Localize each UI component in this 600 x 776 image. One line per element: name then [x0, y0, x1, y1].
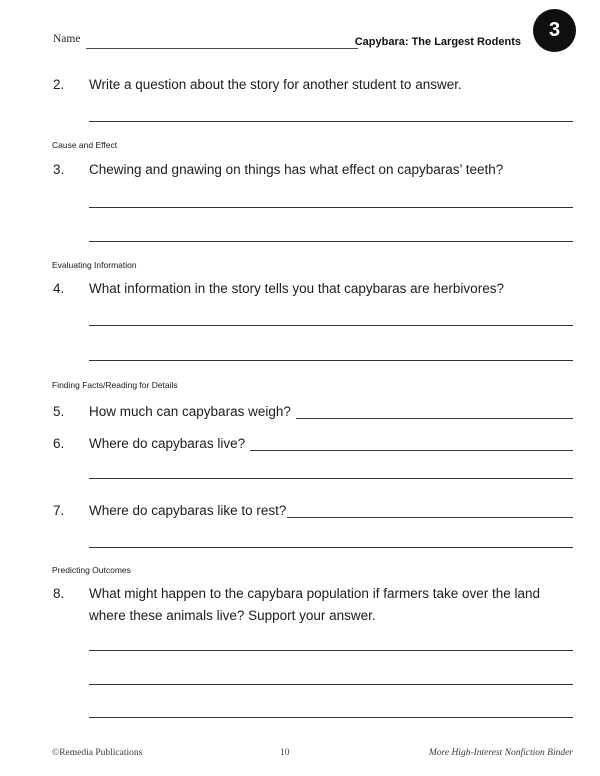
answer-line-inline [296, 403, 573, 419]
question-number: 2. [53, 77, 65, 92]
question-3 [53, 161, 573, 178]
question-number: 4. [53, 281, 65, 296]
name-blank-line [86, 48, 358, 49]
question-number: 5. [53, 404, 65, 419]
question-number: 8. [53, 586, 65, 601]
answer-line [89, 684, 573, 685]
page-number: 10 [280, 748, 290, 758]
question-6 [53, 435, 573, 452]
question-text: Write a question about the story for another student to answer. [89, 77, 462, 92]
question-number: 3. [53, 162, 65, 177]
question-text: Where do capybaras live? [89, 436, 246, 451]
question-8 [53, 583, 573, 627]
question-text: What information in the story tells you that capybaras are herbivores? [89, 281, 504, 296]
page-footer [52, 748, 573, 758]
answer-line [89, 207, 573, 208]
question-text: Chewing and gnawing on things has what effect on capybaras’ teeth? [89, 162, 504, 177]
skill-label-cause-and-effect: Cause and Effect [52, 140, 118, 150]
question-text: Where do capybaras like to rest? [89, 503, 287, 518]
answer-line [89, 121, 573, 122]
skill-label-predicting-outcomes: Predicting Outcomes [52, 565, 131, 575]
answer-line-inline [287, 502, 573, 518]
answer-line [89, 478, 573, 479]
name-label: Name [53, 33, 81, 45]
answer-line [89, 650, 573, 651]
question-5 [53, 403, 573, 420]
question-text: How much can capybaras weigh? [89, 404, 291, 419]
question-number: 7. [53, 503, 65, 518]
badge-number: 3 [548, 19, 561, 41]
worksheet-title: Capybara: The Largest Rodents [354, 36, 521, 48]
question-2 [53, 76, 573, 93]
answer-line [89, 325, 573, 326]
answer-line-inline [250, 435, 573, 451]
answer-line [89, 241, 573, 242]
series-title: More High-Interest Nonfiction Binder [428, 748, 573, 758]
question-text: What might happen to the capybara population if farmers take over the land where these animals live? Support your answer. [89, 586, 541, 623]
page-number-badge [533, 9, 576, 52]
question-7 [53, 502, 573, 519]
skill-label-evaluating-information: Evaluating Information [52, 260, 137, 270]
question-number: 6. [53, 436, 65, 451]
publisher-credit: ©Remedia Publications [52, 748, 143, 758]
answer-line [89, 717, 573, 718]
answer-line [89, 547, 573, 548]
answer-line [89, 360, 573, 361]
skill-label-finding-facts: Finding Facts/Reading for Details [52, 380, 178, 390]
question-4 [53, 280, 573, 297]
